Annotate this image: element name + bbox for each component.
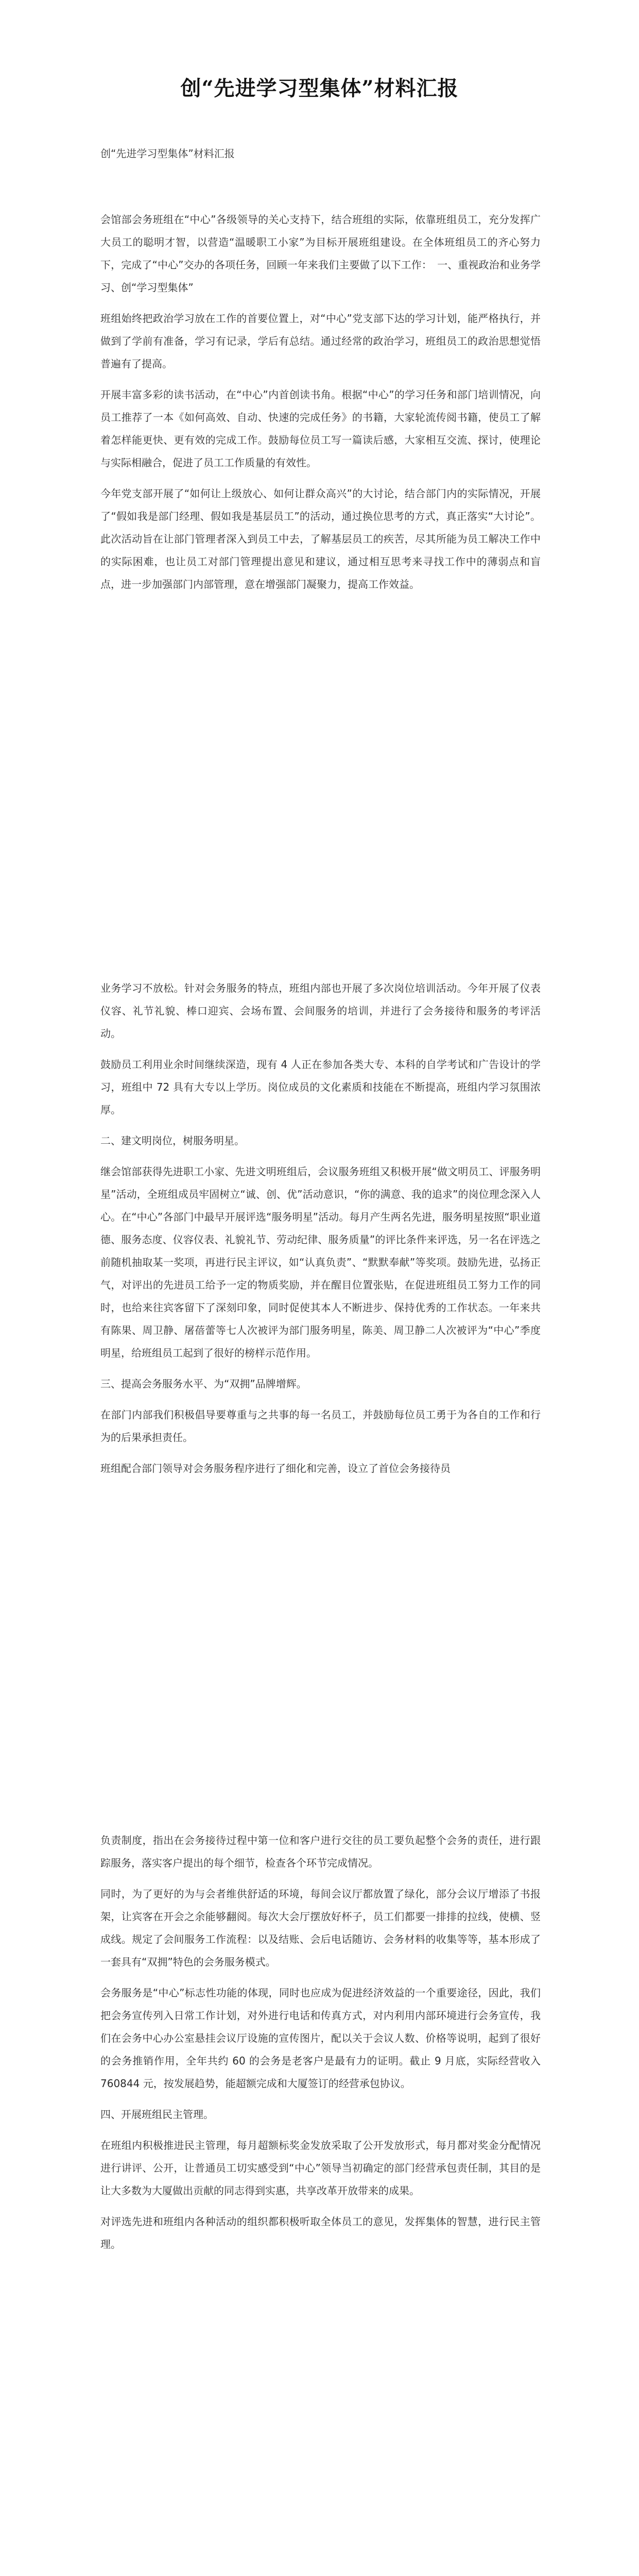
section-heading: 二、建文明岗位，树服务明星。	[100, 1134, 245, 1147]
paragraph: 继会馆部获得先进职工小家、先进文明班组后，会议服务班组又积极开展“做文明员工、评服务明星”活动，全班组成员牢固树立“诚、创、优”活动意识，“你的满意、我的追求”的岗位理念深入人心。在“中心”各部门中最早开展评选“服务明星”活动。每月产生两名先进，服务明星按照“职业道德、服务态度、仪容仪表、礼貌礼节、劳动纪律、服务质量”的评比条件来评选，另一名在评选之前随机抽取某一奖项，再进行民主评议，如“认真负责”、“默默奉献”等奖项。鼓励先进，弘扬正气，对评出的先进员工给予一定的物质奖励，并在醒目位置张贴，在促进班组员工努力工作的同时，也给来往宾客留下了深刻印象，同时促使其本人不断进步、保持优秀的工作状态。一年来共有陈果、周卫静、屠蓓蕾等七人次被评为部门服务明星，陈美、周卫静二人次被评为“中心”季度明星，给班组员工起到了很好的榜样示范作用。	[100, 1165, 541, 1359]
text-block-1	[100, 208, 541, 604]
paragraph: 业务学习不放松。针对会务服务的特点，班组内部也开展了多次岗位培训活动。今年开展了仪表仪容、礼节礼貌、棒口迎宾、会场布置、会间服务的培训，并进行了会务接待和服务的考评活动。	[100, 982, 541, 1040]
paragraph: 会务服务是“中心”标志性功能的体现，同时也应成为促进经济效益的一个重要途径，因此，我们把会务宣传列入日常工作计划，对外进行电话和传真方式，对内利用内部环境进行会务宣传，我们在会务中心办公室悬挂会议厅设施的宣传图片，配以关于会议人数、价格等说明，起到了很好的会务推销作用，全年共约 60 的会务是老客户是最有力的证明。截止 9 月底，实际经营收入 760844 元，按发展趋势，能超额完成和大厦签订的经营承包协议。	[100, 1987, 541, 2090]
paragraph: 负责制度，指出在会务接待过程中第一位和客户进行交往的员工要负起整个会务的责任，进行跟踪服务，落实客户提出的每个细节，检查各个环节完成情况。	[100, 1834, 541, 1869]
document-subtitle: 创“先进学习型集体”材料汇报	[100, 147, 235, 160]
paragraph: 在部门内部我们积极倡导要尊重与之共事的每一名员工，并鼓励每位员工勇于为各自的工作和行为的后果承担责任。	[100, 1409, 541, 1444]
paragraph: 鼓励员工利用业余时间继续深造，现有 4 人正在参加各类大专、本科的自学考试和广告设计的学习，班组中 72 具有大专以上学历。岗位成员的文化素质和技能在不断提高，班组内学习氛围浓厚。	[100, 1058, 541, 1116]
document-title: 创“先进学习型集体”材料汇报	[180, 76, 459, 100]
paragraph: 开展丰富多彩的读书活动，在“中心”内首创读书角。根据“中心”的学习任务和部门培训情况，向员工推荐了一本《如何高效、自动、快速的完成任务》的书籍，大家轮流传阅书籍，使员工了解着怎样能更快、更有效的完成工作。鼓励每位员工写一篇读后感，大家相互交流、探讨，使理论与实际相融合，促进了员工工作质量的有效性。	[100, 388, 541, 469]
paragraph: 同时，为了更好的为与会者维供舒适的环境，每间会议厅都放置了绿化，部分会议厅增添了书报架，让宾客在开会之余能够翻阅。每次大会厅摆放好杯子，员工们都要一排排的拉线，使横、竖成线。规定了会间服务工作流程：以及结账、会后电话随访、会务材料的收集等等，基本形成了一套具有“双拥”特色的会务服务模式。	[100, 1888, 541, 1968]
paragraph: 班组配合部门领导对会务服务程序进行了细化和完善，设立了首位会务接待员	[100, 1462, 451, 1475]
section-heading: 三、提高会务服务水平、为“双拥”品牌增辉。	[100, 1378, 307, 1390]
text-block-3	[100, 1829, 541, 2264]
paragraph: 在班组内积极推进民主管理，每月超额标奖金发放采取了公开发放形式，每月都对奖金分配情况进行讲评、公开，让普通员工切实感受到“中心”领导当初确定的部门经营承包责任制，其目的是让大多数为大厦做出贡献的同志得到实惠，共享改革开放带来的成果。	[100, 2139, 541, 2197]
paragraph: 对评选先进和班组内各种活动的组织都积极听取全体员工的意见，发挥集体的智慧，进行民主管理。	[100, 2215, 541, 2250]
text-block-2	[100, 977, 541, 1488]
paragraph: 今年党支部开展了“如何让上级放心、如何让群众高兴”的大讨论，结合部门内的实际情况，开展了“假如我是部门经理、假如我是基层员工”的活动，通过换位思考的方式，真正落实“大讨论”。此次活动旨在让部门管理者深入到员工中去，了解基层员工的疾苦，尽其所能为员工解决工作中的实际困难，也让员工对部门管理提出意见和建议，通过相互思考来寻找工作中的薄弱点和盲点，进一步加强部门内部管理，意在增强部门凝聚力，提高工作效益。	[100, 487, 541, 590]
paragraph: 班组始终把政治学习放在工作的首要位置上，对“中心”党支部下达的学习计划，能严格执行，并做到了学前有准备，学习有记录，学后有总结。通过经常的政治学习，班组员工的政治思想觉悟普遍有了提高。	[100, 312, 541, 370]
paragraph: 会馆部会务班组在“中心”各级领导的关心支持下，结合班组的实际，依靠班组员工，充分发挥广大员工的聪明才智，以营造“温暖职工小家”为目标开展班组建设。在全体班组员工的齐心努力下，完成了“中心”交办的各项任务，回顾一年来我们主要做了以下工作： 一、重视政治和业务学习、创“学习型集体”	[100, 213, 541, 294]
section-heading: 四、开展班组民主管理。	[100, 2108, 214, 2121]
